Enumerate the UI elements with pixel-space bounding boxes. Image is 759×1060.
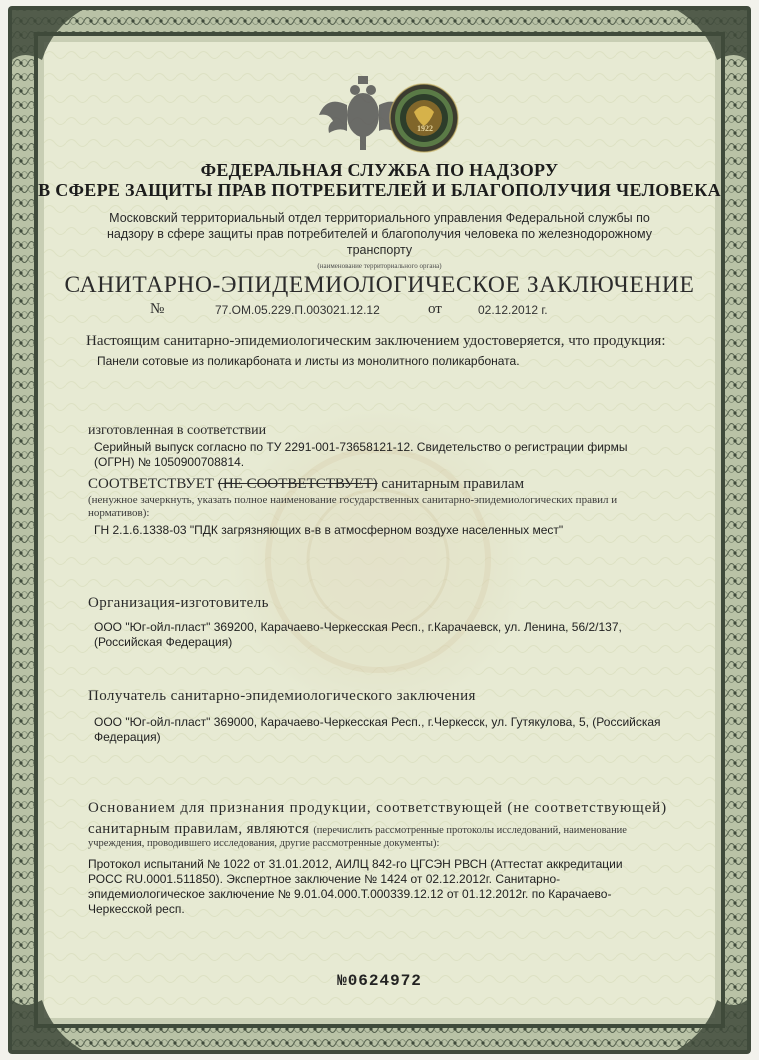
hologram-year: 1922 (417, 124, 433, 133)
basis-hint-1: (перечислить рассмотренные протоколы исследований, наименование (313, 825, 627, 836)
compliance-line (88, 476, 524, 493)
basis-hint-2: учреждения, проводившего исследования, другие рассмотренные документы): (88, 838, 440, 849)
date-label: от (428, 301, 442, 317)
agency-name-line-2: В СФЕРЕ ЗАЩИТЫ ПРАВ ПОТРЕБИТЕЛЕЙ И БЛАГОПОЛУЧИЯ ЧЕЛОВЕКА (38, 180, 721, 200)
manufacturer-heading: Организация-изготовитель (88, 595, 269, 611)
hologram-seal (390, 84, 458, 152)
department-name: Московский территориальный отдел территориального управления Федеральной службы по надзору в сфере защиты прав потребителей и благополучия человека по железнодорожному транспорту (107, 211, 652, 257)
document-date: 02.12.2012 г. (478, 303, 548, 317)
number-label: № (150, 301, 165, 317)
not-complies-text: (НЕ СООТВЕТСТВУЕТ) (217, 476, 378, 492)
basis-lead: санитарным правилам, являются (88, 821, 310, 837)
document-number: 77.ОМ.05.229.П.003021.12.12 (215, 303, 380, 317)
form-serial-number: №0624972 (337, 972, 422, 990)
rules-hint: (ненужное зачеркнуть, указать полное наименование государственных санитарно-эпидемиологических правил и нормативов): (88, 494, 618, 519)
document-title: САНИТАРНО-ЭПИДЕМИОЛОГИЧЕСКОЕ ЗАКЛЮЧЕНИЕ (64, 272, 695, 298)
recipient-heading: Получатель санитарно-эпидемиологического заключения (88, 688, 476, 704)
manufactured-label: изготовленная в соответствии (88, 423, 267, 438)
manufacturer-value: ООО "Юг-ойл-пласт" 369200, Карачаево-Черкесская Респ., г.Карачаевск, ул. Ленина, 56/2/137, (Российская Федерация) (94, 620, 622, 649)
rules-value: ГН 2.1.6.1338-03 "ПДК загрязняющих в-в в атмосферном воздухе населенных мест" (94, 523, 564, 537)
department-caption: (наименование территориального органа) (317, 262, 442, 270)
manufactured-value: Серийный выпуск согласно по ТУ 2291-001-73658121-12. Свидетельство о регистрации фирмы (ОГРН) № 1050900708814. (94, 440, 628, 469)
sanitary-rules-text: санитарным правилам (381, 476, 525, 492)
agency-name-line-1: ФЕДЕРАЛЬНАЯ СЛУЖБА ПО НАДЗОРУ (200, 160, 559, 180)
recipient-value: ООО "Юг-ойл-пласт" 369000, Карачаево-Черкесская Респ., г.Черкесск, ул. Гутякулова, 5, (Российская Федерация) (94, 715, 661, 744)
intro-text: Настоящим санитарно-эпидемиологическим заключением удостоверяется, что продукция: (86, 333, 666, 349)
complies-text: СООТВЕТСТВУЕТ (88, 476, 215, 492)
basis-line-2 (88, 820, 627, 838)
product-value: Панели сотовые из поликарбоната и листы из монолитного поликарбоната. (97, 354, 520, 368)
basis-value: Протокол испытаний № 1022 от 31.01.2012, АИЛЦ 842-го ЦГСЭН РВСН (Аттестат аккредитации РОСС RU.0001.511850). Экспертное заключение № 1424 от 02.12.2012г. Санитарно-эпидемиологическое заключение № 9.01.04.000.Т.000339.12.12 от 01.12.2012г. по Карачаево-Черкесской респ. (88, 857, 623, 916)
basis-line-1: Основанием для признания продукции, соответствующей (не соответствующей) (88, 800, 667, 816)
